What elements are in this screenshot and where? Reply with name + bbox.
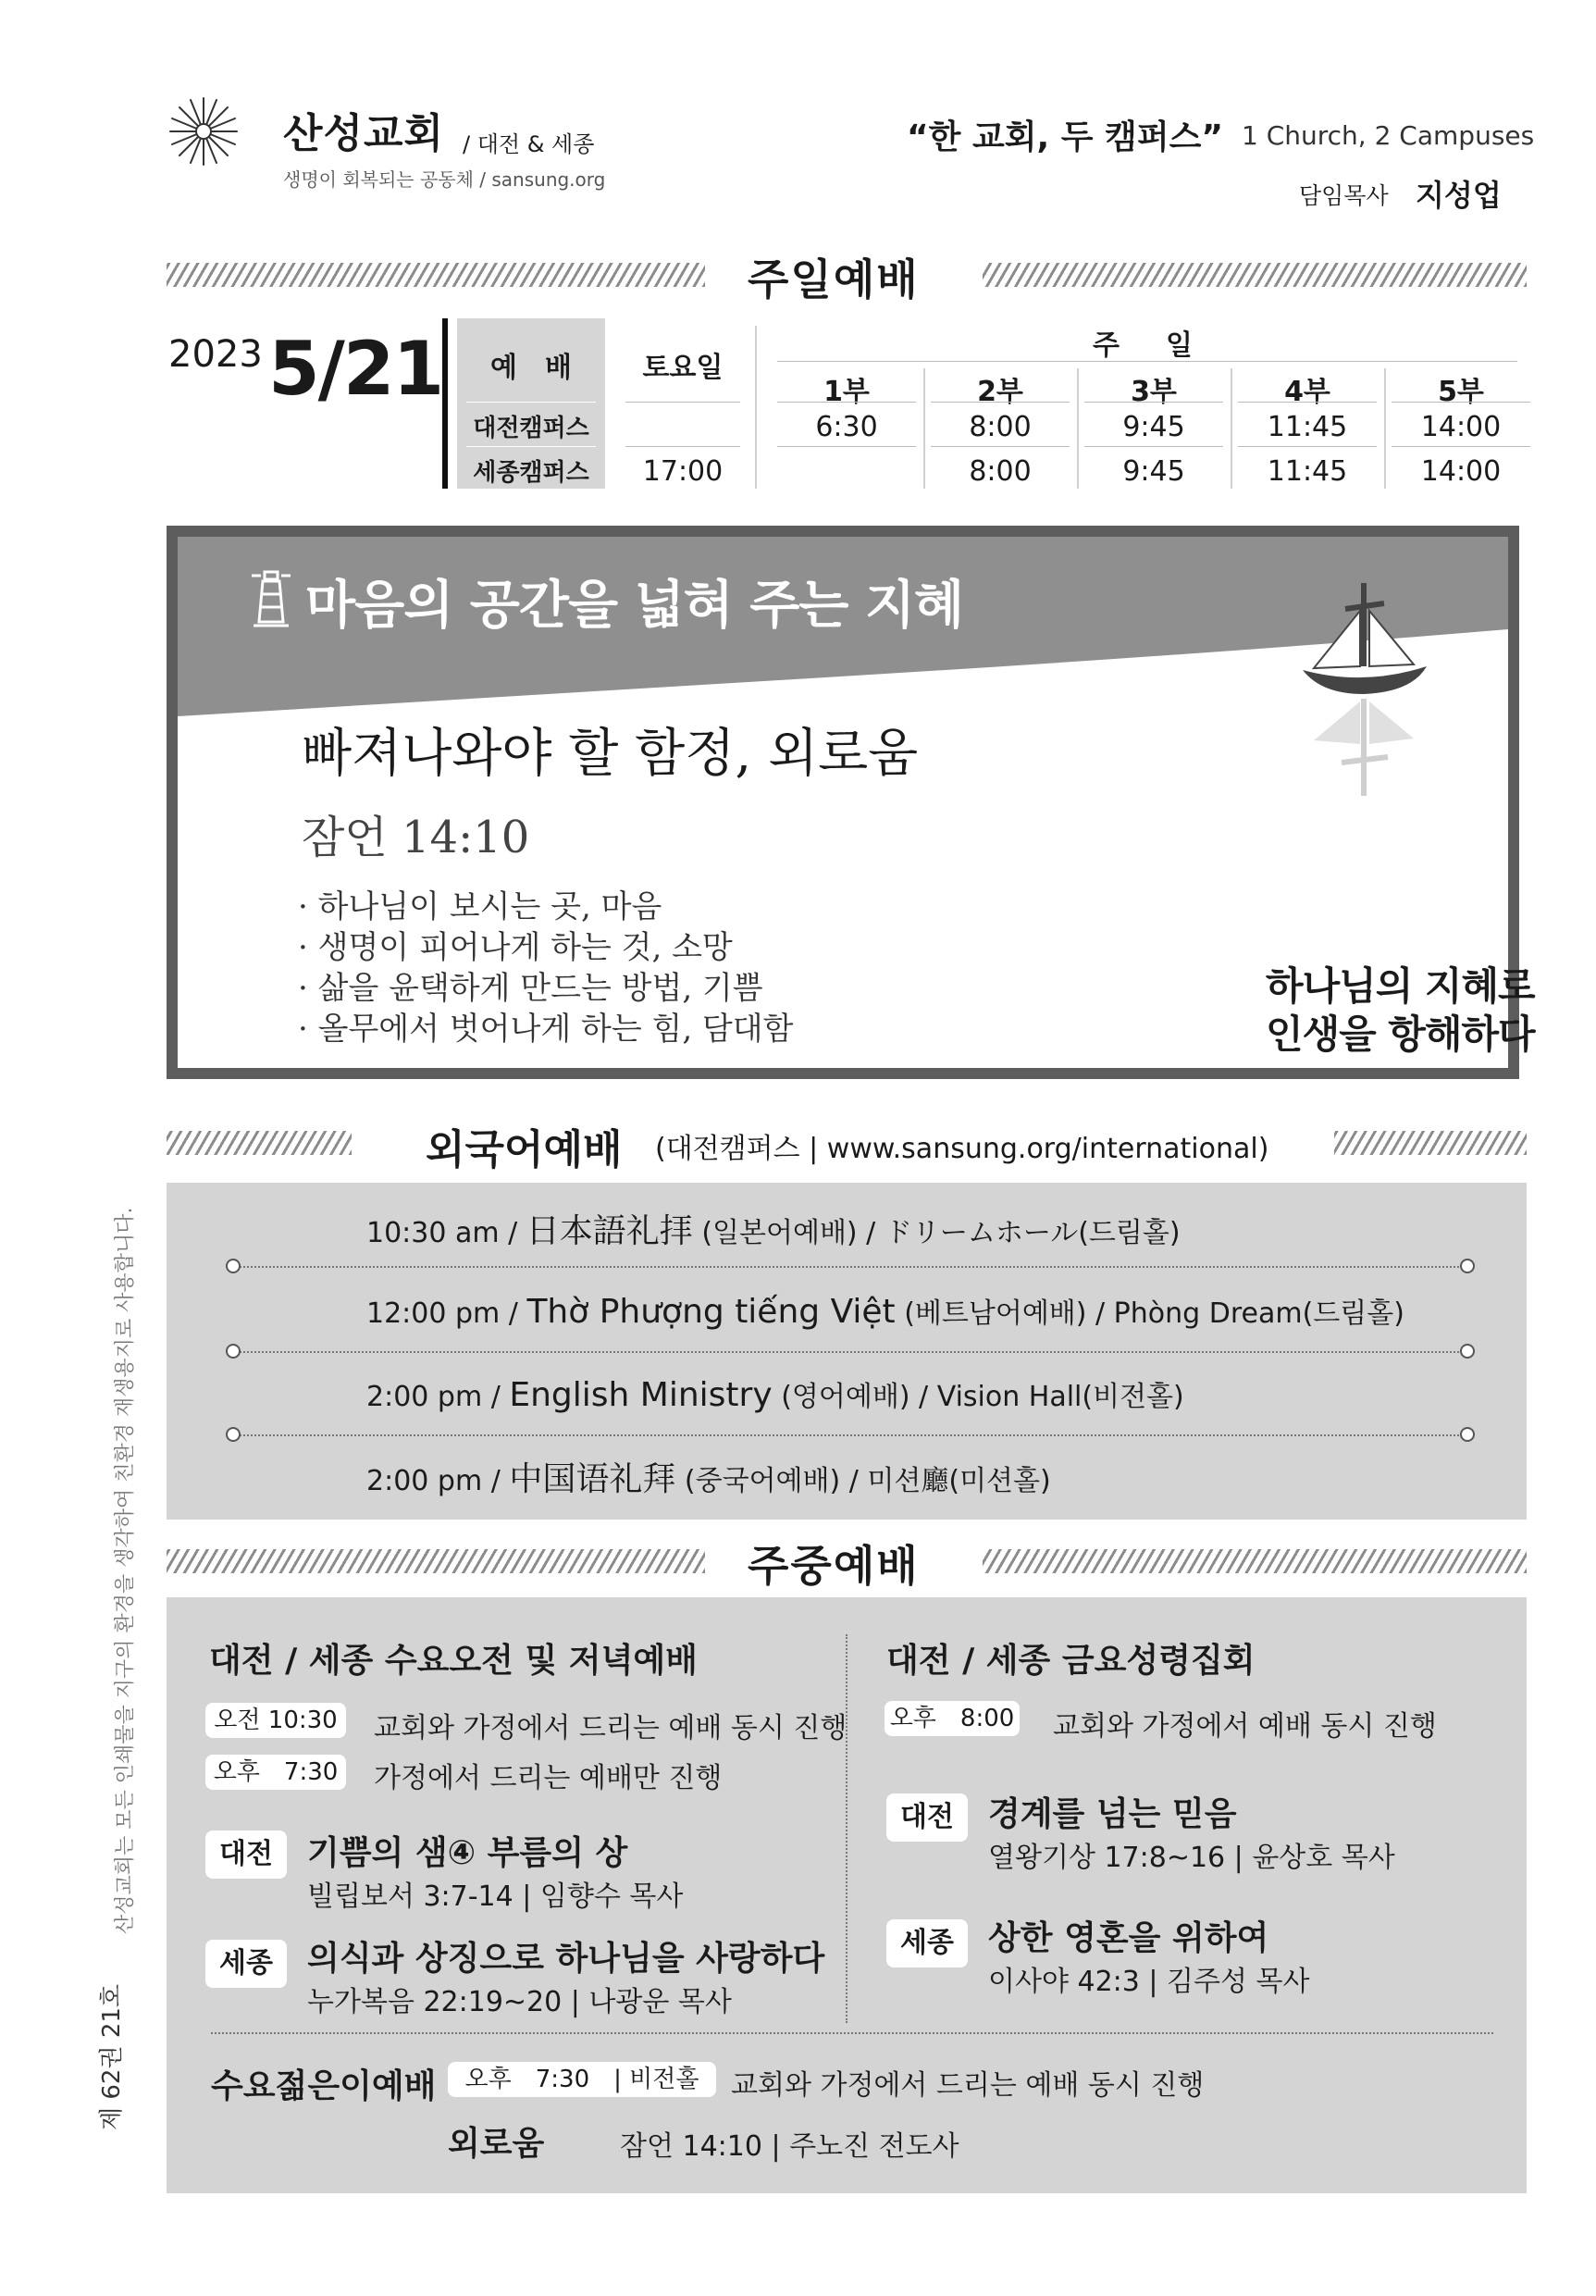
foreign-service-name: Thờ Phượng tiếng Việt xyxy=(526,1293,896,1331)
column-rule xyxy=(1077,368,1079,489)
hatch-divider xyxy=(1334,1131,1527,1155)
sermon-title: 빠져나와야 할 함정, 외로움 xyxy=(302,724,919,784)
church-tagline: 생명이 회복되는 공동체 / sansung.org xyxy=(283,168,606,191)
issue-number: 제 62권 21호 xyxy=(98,1983,126,2130)
time-badge: 오전 10:30 xyxy=(205,1703,346,1738)
foreign-desc: (일본어예배) / ドリームホール(드림홀) xyxy=(692,1217,1181,1249)
row-rule xyxy=(625,402,740,403)
sejong-time: 11:45 xyxy=(1267,455,1348,488)
motto: “한 교회, 두 캠퍼스” xyxy=(907,118,1224,156)
fri-daejeon-ref: 열왕기상 17:8~16 | 윤상호 목사 xyxy=(988,1842,1395,1874)
church-name: 산성교회 xyxy=(283,110,445,157)
row-divider xyxy=(211,2032,1493,2034)
lighthouse-icon xyxy=(250,570,292,627)
sermon-point: · 생명이 피어나게 하는 것, 소망 xyxy=(298,929,733,966)
divider-dot xyxy=(226,1427,241,1442)
fri-daejeon-title: 경계를 넘는 믿음 xyxy=(988,1795,1237,1833)
service-number: 3부 xyxy=(1131,376,1177,408)
sermon-point: · 삶을 윤택하게 만드는 방법, 기쁨 xyxy=(298,970,763,1007)
service-date: 5/21 xyxy=(268,326,443,412)
youth-title: 외로움 xyxy=(448,2125,545,2163)
row-rule xyxy=(1084,446,1223,447)
sermon-point: · 올무에서 벗어나게 하는 힘, 담대함 xyxy=(298,1011,794,1048)
divider-dot xyxy=(226,1344,241,1359)
column-rule xyxy=(1384,368,1386,489)
hatch-divider xyxy=(167,1131,352,1155)
fri-desc: 교회와 가정에서 예배 동시 진행 xyxy=(1053,1710,1437,1743)
row-rule xyxy=(931,402,1070,403)
date-divider xyxy=(442,318,448,489)
campus-label-daejeon: 대전캠퍼스 xyxy=(473,415,589,442)
dotted-divider xyxy=(233,1434,1466,1436)
sailboat-cross-icon xyxy=(1295,574,1434,805)
slogan-line: 인생을 항해하다 xyxy=(1266,1011,1535,1057)
sejong-time: 14:00 xyxy=(1420,455,1502,488)
foreign-time: 2:00 pm / xyxy=(366,1381,510,1413)
sermon-slogan xyxy=(1266,962,1535,1059)
dotted-divider xyxy=(233,1266,1466,1268)
sermon-reference: 잠언 14:10 xyxy=(302,812,530,863)
row-rule xyxy=(1392,402,1530,403)
daejeon-time: 8:00 xyxy=(969,411,1032,443)
daejeon-time: 9:45 xyxy=(1122,411,1185,443)
foreign-time: 12:00 pm / xyxy=(366,1297,527,1330)
campus-badge: 세종 xyxy=(205,1940,287,1988)
church-logo-icon xyxy=(167,94,241,168)
foreign-service-name: English Ministry xyxy=(509,1376,773,1414)
foreign-desc: (베트남어예배) / Phòng Dream(드림홀) xyxy=(895,1297,1404,1330)
foreign-time: 10:30 am / xyxy=(366,1217,526,1249)
church-campuses: / 대전 & 세종 xyxy=(463,131,595,157)
saturday-label: 토요일 xyxy=(642,352,724,384)
wednesday-heading: 대전 / 세종 수요오전 및 저녁예배 xyxy=(209,1642,698,1680)
row-rule xyxy=(1392,446,1530,447)
wed-daejeon-ref: 빌립보서 3:7-14 | 임향수 목사 xyxy=(307,1880,684,1913)
foreign-row xyxy=(366,1373,1184,1414)
foreign-time: 2:00 pm / xyxy=(366,1465,510,1497)
row-rule xyxy=(931,446,1070,447)
row-rule xyxy=(1238,402,1377,403)
service-number: 2부 xyxy=(977,376,1023,408)
wed-sejong-ref: 누가복음 22:19~20 | 나광운 목사 xyxy=(307,1986,732,2018)
sejong-saturday-time: 17:00 xyxy=(642,455,724,488)
row-header-service: 예 배 xyxy=(490,352,572,384)
hatch-divider xyxy=(167,1549,705,1573)
hatch-divider xyxy=(983,1549,1527,1573)
row-rule xyxy=(777,361,1517,362)
row-rule xyxy=(1238,446,1377,447)
hatch-divider xyxy=(167,263,705,287)
divider-dot xyxy=(1460,1259,1475,1273)
column-divider xyxy=(846,1634,847,2023)
fri-sejong-title: 상한 영혼을 위하여 xyxy=(988,1919,1269,1957)
campus-badge: 대전 xyxy=(205,1831,287,1879)
sermon-point: · 하나님이 보시는 곳, 마음 xyxy=(298,888,662,925)
divider-dot xyxy=(226,1259,241,1273)
campus-label-sejong: 세종캠퍼스 xyxy=(473,459,589,487)
row-rule xyxy=(1084,402,1223,403)
column-rule xyxy=(755,326,757,489)
fri-sejong-ref: 이사야 42:3 | 김주성 목사 xyxy=(988,1966,1310,1998)
campus-badge: 세종 xyxy=(886,1919,968,1967)
row-rule xyxy=(466,446,596,447)
pastor-name: 지성업 xyxy=(1416,178,1502,213)
service-number: 1부 xyxy=(823,376,870,408)
campus-badge: 대전 xyxy=(886,1793,968,1842)
section-title-midweek: 주중예배 xyxy=(748,1541,920,1591)
youth-ref: 잠언 14:10 | 주노진 전도사 xyxy=(620,2130,959,2163)
sejong-time: 9:45 xyxy=(1122,455,1185,488)
wed-daejeon-title: 기쁨의 샘④ 부름의 상 xyxy=(307,1834,628,1872)
column-rule xyxy=(1231,368,1232,489)
sermon-series-title: 마음의 공간을 넓혀 주는 지혜 xyxy=(305,576,964,636)
slogan-line: 하나님의 지혜로 xyxy=(1266,963,1535,1009)
foreign-desc: (영어예배) / Vision Hall(비전홀) xyxy=(772,1381,1184,1413)
time-badge: 오후 7:30 | 비전홀 xyxy=(448,2062,716,2097)
dotted-divider xyxy=(233,1351,1466,1353)
foreign-row xyxy=(366,1205,1181,1252)
row-rule xyxy=(625,446,740,447)
row-rule xyxy=(466,402,596,403)
foreign-service-name: 日本語礼拝 xyxy=(526,1212,693,1250)
time-badge: 오후 7:30 xyxy=(205,1755,346,1790)
service-number: 5부 xyxy=(1438,376,1484,408)
hatch-divider xyxy=(983,263,1527,287)
wed-pm-desc: 가정에서 드리는 예배만 진행 xyxy=(374,1762,723,1794)
sejong-time: 8:00 xyxy=(969,455,1032,488)
youth-desc: 교회와 가정에서 드리는 예배 동시 진행 xyxy=(731,2069,1205,2102)
friday-heading: 대전 / 세종 금요성령집회 xyxy=(886,1642,1256,1680)
pastor-title: 담임목사 xyxy=(1299,182,1389,209)
motto-english: 1 Church, 2 Campuses xyxy=(1242,120,1535,151)
foreign-subtitle: (대전캠퍼스 | www.sansung.org/international) xyxy=(655,1133,1269,1165)
wed-sejong-title: 의식과 상징으로 하나님을 사랑하다 xyxy=(307,1940,825,1978)
row-rule xyxy=(777,402,916,403)
sermon-points xyxy=(298,887,793,1049)
divider-dot xyxy=(1460,1344,1475,1359)
wed-am-desc: 교회와 가정에서 드리는 예배 동시 진행 xyxy=(374,1712,847,1744)
sunday-label: 주 일 xyxy=(1093,329,1202,362)
foreign-row xyxy=(366,1290,1404,1331)
column-rule xyxy=(923,368,925,489)
service-number: 4부 xyxy=(1284,376,1330,408)
daejeon-time: 14:00 xyxy=(1420,411,1502,443)
youth-heading: 수요젊은이예배 xyxy=(211,2067,437,2105)
daejeon-time: 11:45 xyxy=(1267,411,1348,443)
foreign-row xyxy=(366,1453,1051,1500)
eco-paper-note: 산성교회는 모든 인쇄물을 지구의 환경을 생각하여 친환경 재생용지로 사용합니다. xyxy=(114,1207,137,1934)
divider-dot xyxy=(1460,1427,1475,1442)
time-badge: 오후 8:00 xyxy=(885,1701,1020,1736)
section-title-sunday: 주일예배 xyxy=(748,254,920,304)
section-title-foreign: 외국어예배 xyxy=(426,1126,623,1173)
daejeon-time: 6:30 xyxy=(815,411,878,443)
row-rule xyxy=(777,446,916,447)
foreign-desc: (중국어예배) / 미션廳(미션홀) xyxy=(675,1465,1051,1497)
service-year: 2023 xyxy=(168,333,263,376)
foreign-service-name: 中国语礼拜 xyxy=(509,1460,676,1498)
